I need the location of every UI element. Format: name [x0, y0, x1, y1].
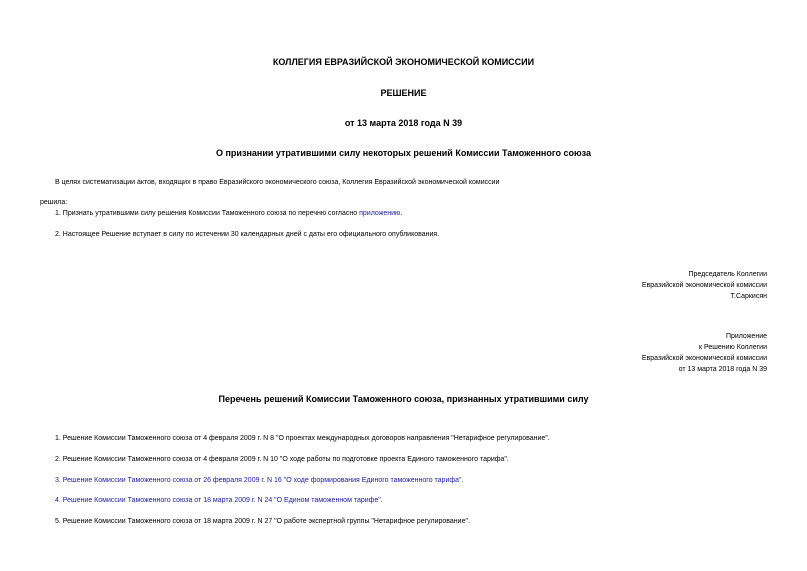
list-item: 1. Решение Комиссии Таможенного союза от 4 февраля 2009 г. N 8 "О проектах международных договоров направления "Нетарифное регулирование". — [55, 435, 550, 442]
signature-title: Председатель Коллегии — [688, 271, 767, 278]
item-1-text: 1. Признать утратившими силу решения Комиссии Таможенного союза по перечню согласно — [55, 210, 360, 217]
intro-paragraph: В целях систематизации актов, входящих в право Евразийского экономического союза, Коллегия Евразийской экономической комиссии — [55, 179, 500, 186]
doc-type-heading: РЕШЕНИЕ — [380, 88, 427, 98]
list-item-link[interactable]: 3. Решение Комиссии Таможенного союза от 26 февраля 2009 г. N 16 "О ходе формирования Единого таможенного тарифа". — [55, 477, 464, 484]
list-item: 2. Решение Комиссии Таможенного союза от 4 февраля 2009 г. N 10 "О ходе работы по подготовке проекта Единого таможенного тарифа". — [55, 456, 509, 463]
decided-label: решила: — [40, 199, 68, 206]
appendix-link[interactable]: приложению — [359, 210, 401, 217]
signature-org: Евразийской экономической комиссии — [641, 282, 767, 289]
appendix-org: Евразийской экономической комиссии — [641, 355, 767, 362]
item-1-paragraph — [55, 210, 402, 217]
date-number-heading: от 13 марта 2018 года N 39 — [344, 118, 463, 128]
org-heading: КОЛЛЕГИЯ ЕВРАЗИЙСКОЙ ЭКОНОМИЧЕСКОЙ КОМИССИИ — [272, 57, 535, 67]
document-title: О признании утратившими силу некоторых решений Комиссии Таможенного союза — [216, 148, 591, 158]
list-title: Перечень решений Комиссии Таможенного союза, признанных утратившими силу — [218, 394, 589, 404]
list-item-link[interactable]: 4. Решение Комиссии Таможенного союза от 18 марта 2009 г. N 24 "О Едином таможенном тарифе". — [55, 497, 383, 504]
signature-name: Т.Саркисян — [730, 293, 767, 300]
appendix-date: от 13 марта 2018 года N 39 — [678, 366, 767, 373]
appendix-ref: к Решению Коллегии — [699, 344, 767, 351]
list-item: 5. Решение Комиссии Таможенного союза от 18 марта 2009 г. N 27 "О работе экспертной группы "Нетарифное регулирование". — [55, 518, 470, 525]
item-1-suffix: . — [400, 210, 403, 217]
appendix-label: Приложение — [725, 333, 767, 340]
item-2-paragraph: 2. Настоящее Решение вступает в силу по истечении 30 календарных дней с даты его официального опубликования. — [55, 231, 440, 238]
